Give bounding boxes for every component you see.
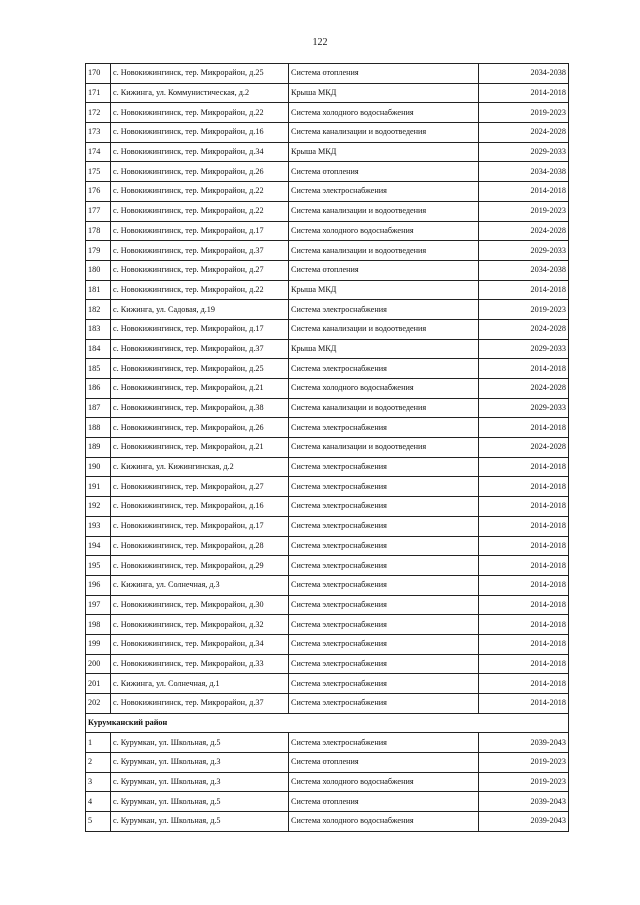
row-number-cell: 176 — [86, 182, 111, 202]
address-cell: с. Курумкан, ул. Школьная, д.5 — [111, 733, 289, 753]
address-cell: с. Новокижингинск, тер. Микрорайон, д.37 — [111, 339, 289, 359]
row-number-cell: 198 — [86, 615, 111, 635]
address-cell: с. Новокижингинск, тер. Микрорайон, д.16 — [111, 497, 289, 517]
row-number-cell: 189 — [86, 438, 111, 458]
row-number-cell: 1 — [86, 733, 111, 753]
row-number-cell: 197 — [86, 595, 111, 615]
row-number-cell: 2 — [86, 753, 111, 773]
years-cell: 2014-2018 — [479, 457, 569, 477]
system-cell: Крыша МКД — [289, 280, 479, 300]
years-cell: 2034-2038 — [479, 260, 569, 280]
table-row — [86, 438, 569, 458]
years-cell: 2014-2018 — [479, 556, 569, 576]
system-cell: Система электроснабжения — [289, 182, 479, 202]
years-cell: 2019-2023 — [479, 300, 569, 320]
table-row — [86, 339, 569, 359]
years-cell: 2024-2028 — [479, 123, 569, 143]
address-cell: с. Новокижингинск, тер. Микрорайон, д.37 — [111, 694, 289, 714]
system-cell: Система канализации и водоотведения — [289, 241, 479, 261]
years-cell: 2024-2028 — [479, 319, 569, 339]
address-cell: с. Кижинга, ул. Кижингинская, д.2 — [111, 457, 289, 477]
system-cell: Система холодного водоснабжения — [289, 103, 479, 123]
years-cell: 2014-2018 — [479, 497, 569, 517]
row-number-cell: 199 — [86, 634, 111, 654]
years-cell: 2029-2033 — [479, 241, 569, 261]
row-number-cell: 188 — [86, 418, 111, 438]
address-cell: с. Кижинга, ул. Солнечная, д.3 — [111, 575, 289, 595]
system-cell: Система электроснабжения — [289, 654, 479, 674]
row-number-cell: 174 — [86, 142, 111, 162]
table-row — [86, 300, 569, 320]
system-cell: Система канализации и водоотведения — [289, 438, 479, 458]
years-cell: 2039-2043 — [479, 792, 569, 812]
system-cell: Система отопления — [289, 792, 479, 812]
address-cell: с. Новокижингинск, тер. Микрорайон, д.21 — [111, 379, 289, 399]
row-number-cell: 202 — [86, 694, 111, 714]
address-cell: с. Новокижингинск, тер. Микрорайон, д.22 — [111, 182, 289, 202]
row-number-cell: 183 — [86, 319, 111, 339]
address-cell: с. Новокижингинск, тер. Микрорайон, д.34 — [111, 634, 289, 654]
years-cell: 2034-2038 — [479, 64, 569, 84]
table-row — [86, 753, 569, 773]
row-number-cell: 184 — [86, 339, 111, 359]
system-cell: Система отопления — [289, 753, 479, 773]
table-row — [86, 654, 569, 674]
system-cell: Система холодного водоснабжения — [289, 221, 479, 241]
years-cell: 2019-2023 — [479, 201, 569, 221]
system-cell: Система электроснабжения — [289, 477, 479, 497]
address-cell: с. Новокижингинск, тер. Микрорайон, д.28 — [111, 536, 289, 556]
system-cell: Система отопления — [289, 162, 479, 182]
address-cell: с. Новокижингинск, тер. Микрорайон, д.17 — [111, 221, 289, 241]
system-cell: Система электроснабжения — [289, 300, 479, 320]
table-row — [86, 536, 569, 556]
system-cell: Система электроснабжения — [289, 694, 479, 714]
system-cell: Система электроснабжения — [289, 674, 479, 694]
years-cell: 2014-2018 — [479, 694, 569, 714]
table-row — [86, 398, 569, 418]
years-cell: 2034-2038 — [479, 162, 569, 182]
address-cell: с. Новокижингинск, тер. Микрорайон, д.27 — [111, 260, 289, 280]
system-cell: Система электроснабжения — [289, 359, 479, 379]
years-cell: 2014-2018 — [479, 418, 569, 438]
system-cell: Система холодного водоснабжения — [289, 772, 479, 792]
row-number-cell: 192 — [86, 497, 111, 517]
years-cell: 2014-2018 — [479, 280, 569, 300]
row-number-cell: 173 — [86, 123, 111, 143]
row-number-cell: 5 — [86, 812, 111, 832]
years-cell: 2014-2018 — [479, 654, 569, 674]
address-cell: с. Новокижингинск, тер. Микрорайон, д.26 — [111, 162, 289, 182]
years-cell: 2014-2018 — [479, 516, 569, 536]
address-cell: с. Новокижингинск, тер. Микрорайон, д.17 — [111, 319, 289, 339]
system-cell: Система электроснабжения — [289, 575, 479, 595]
address-cell: с. Новокижингинск, тер. Микрорайон, д.16 — [111, 123, 289, 143]
row-number-cell: 185 — [86, 359, 111, 379]
row-number-cell: 191 — [86, 477, 111, 497]
row-number-cell: 200 — [86, 654, 111, 674]
table-row — [86, 182, 569, 202]
system-cell: Система канализации и водоотведения — [289, 123, 479, 143]
table-body-kizhinga — [86, 64, 569, 714]
table-row — [86, 477, 569, 497]
system-cell: Крыша МКД — [289, 339, 479, 359]
years-cell: 2024-2028 — [479, 379, 569, 399]
system-cell: Система электроснабжения — [289, 595, 479, 615]
address-cell: с. Новокижингинск, тер. Микрорайон, д.38 — [111, 398, 289, 418]
table-row — [86, 792, 569, 812]
address-cell: с. Новокижингинск, тер. Микрорайон, д.34 — [111, 142, 289, 162]
address-cell: с. Кижинга, ул. Коммунистическая, д.2 — [111, 83, 289, 103]
table-row — [86, 241, 569, 261]
section-row — [86, 713, 569, 733]
system-cell: Крыша МКД — [289, 142, 479, 162]
years-cell: 2014-2018 — [479, 182, 569, 202]
address-cell: с. Новокижингинск, тер. Микрорайон, д.25 — [111, 64, 289, 84]
years-cell: 2014-2018 — [479, 575, 569, 595]
system-cell: Система электроснабжения — [289, 536, 479, 556]
row-number-cell: 4 — [86, 792, 111, 812]
address-cell: с. Новокижингинск, тер. Микрорайон, д.30 — [111, 595, 289, 615]
address-cell: с. Новокижингинск, тер. Микрорайон, д.37 — [111, 241, 289, 261]
years-cell: 2014-2018 — [479, 536, 569, 556]
table-row — [86, 103, 569, 123]
table-row — [86, 162, 569, 182]
system-cell: Система электроснабжения — [289, 457, 479, 477]
row-number-cell: 196 — [86, 575, 111, 595]
table-row — [86, 379, 569, 399]
table-row — [86, 634, 569, 654]
table-body-kurumkan — [86, 733, 569, 831]
address-cell: с. Новокижингинск, тер. Микрорайон, д.21 — [111, 438, 289, 458]
address-cell: с. Кижинга, ул. Садовая, д.19 — [111, 300, 289, 320]
system-cell: Система отопления — [289, 64, 479, 84]
address-cell: с. Новокижингинск, тер. Микрорайон, д.29 — [111, 556, 289, 576]
address-cell: с. Новокижингинск, тер. Микрорайон, д.22 — [111, 201, 289, 221]
years-cell: 2014-2018 — [479, 83, 569, 103]
address-cell: с. Новокижингинск, тер. Микрорайон, д.22 — [111, 280, 289, 300]
row-number-cell: 170 — [86, 64, 111, 84]
years-cell: 2029-2033 — [479, 142, 569, 162]
table-row — [86, 201, 569, 221]
row-number-cell: 181 — [86, 280, 111, 300]
address-cell: с. Новокижингинск, тер. Микрорайон, д.27 — [111, 477, 289, 497]
row-number-cell: 172 — [86, 103, 111, 123]
table-row — [86, 772, 569, 792]
years-cell: 2024-2028 — [479, 438, 569, 458]
row-number-cell: 177 — [86, 201, 111, 221]
system-cell: Система холодного водоснабжения — [289, 812, 479, 832]
section-title: Курумканский район — [86, 713, 569, 733]
system-cell: Система отопления — [289, 260, 479, 280]
row-number-cell: 180 — [86, 260, 111, 280]
row-number-cell: 178 — [86, 221, 111, 241]
row-number-cell: 194 — [86, 536, 111, 556]
table-row — [86, 83, 569, 103]
address-cell: с. Новокижингинск, тер. Микрорайон, д.33 — [111, 654, 289, 674]
years-cell: 2014-2018 — [479, 359, 569, 379]
table-row — [86, 575, 569, 595]
address-cell: с. Курумкан, ул. Школьная, д.3 — [111, 772, 289, 792]
row-number-cell: 175 — [86, 162, 111, 182]
table-row — [86, 123, 569, 143]
row-number-cell: 171 — [86, 83, 111, 103]
table-row — [86, 497, 569, 517]
table-row — [86, 516, 569, 536]
address-cell: с. Новокижингинск, тер. Микрорайон, д.17 — [111, 516, 289, 536]
address-cell: с. Новокижингинск, тер. Микрорайон, д.26 — [111, 418, 289, 438]
row-number-cell: 195 — [86, 556, 111, 576]
years-cell: 2019-2023 — [479, 772, 569, 792]
table-row — [86, 260, 569, 280]
system-cell: Система канализации и водоотведения — [289, 319, 479, 339]
years-cell: 2039-2043 — [479, 812, 569, 832]
table-row — [86, 359, 569, 379]
row-number-cell: 182 — [86, 300, 111, 320]
table-row — [86, 221, 569, 241]
row-number-cell: 190 — [86, 457, 111, 477]
years-cell: 2014-2018 — [479, 477, 569, 497]
table-row — [86, 64, 569, 84]
row-number-cell: 179 — [86, 241, 111, 261]
address-cell: с. Кижинга, ул. Солнечная, д.1 — [111, 674, 289, 694]
table-section-header — [86, 713, 569, 733]
system-cell: Система канализации и водоотведения — [289, 201, 479, 221]
address-cell: с. Новокижингинск, тер. Микрорайон, д.22 — [111, 103, 289, 123]
years-cell: 2014-2018 — [479, 595, 569, 615]
row-number-cell: 3 — [86, 772, 111, 792]
row-number-cell: 201 — [86, 674, 111, 694]
system-cell: Система электроснабжения — [289, 556, 479, 576]
system-cell: Система электроснабжения — [289, 516, 479, 536]
row-number-cell: 186 — [86, 379, 111, 399]
table-row — [86, 457, 569, 477]
row-number-cell: 187 — [86, 398, 111, 418]
years-cell: 2029-2033 — [479, 398, 569, 418]
table-row — [86, 812, 569, 832]
repair-schedule-table — [85, 63, 569, 832]
table-row — [86, 615, 569, 635]
years-cell: 2019-2023 — [479, 753, 569, 773]
table-row — [86, 595, 569, 615]
years-cell: 2014-2018 — [479, 615, 569, 635]
address-cell: с. Новокижингинск, тер. Микрорайон, д.25 — [111, 359, 289, 379]
system-cell: Система электроснабжения — [289, 634, 479, 654]
years-cell: 2039-2043 — [479, 733, 569, 753]
page-number: 122 — [312, 37, 328, 48]
row-number-cell: 193 — [86, 516, 111, 536]
table-row — [86, 556, 569, 576]
years-cell: 2014-2018 — [479, 674, 569, 694]
address-cell: с. Курумкан, ул. Школьная, д.5 — [111, 792, 289, 812]
system-cell: Система электроснабжения — [289, 418, 479, 438]
table-row — [86, 280, 569, 300]
table-row — [86, 319, 569, 339]
table-row — [86, 674, 569, 694]
table-row — [86, 142, 569, 162]
years-cell: 2024-2028 — [479, 221, 569, 241]
years-cell: 2014-2018 — [479, 634, 569, 654]
system-cell: Система холодного водоснабжения — [289, 379, 479, 399]
system-cell: Система канализации и водоотведения — [289, 398, 479, 418]
address-cell: с. Курумкан, ул. Школьная, д.5 — [111, 812, 289, 832]
system-cell: Система электроснабжения — [289, 615, 479, 635]
system-cell: Крыша МКД — [289, 83, 479, 103]
table-row — [86, 694, 569, 714]
years-cell: 2019-2023 — [479, 103, 569, 123]
table-row — [86, 418, 569, 438]
system-cell: Система электроснабжения — [289, 497, 479, 517]
address-cell: с. Новокижингинск, тер. Микрорайон, д.32 — [111, 615, 289, 635]
years-cell: 2029-2033 — [479, 339, 569, 359]
address-cell: с. Курумкан, ул. Школьная, д.3 — [111, 753, 289, 773]
table-row — [86, 733, 569, 753]
system-cell: Система электроснабжения — [289, 733, 479, 753]
